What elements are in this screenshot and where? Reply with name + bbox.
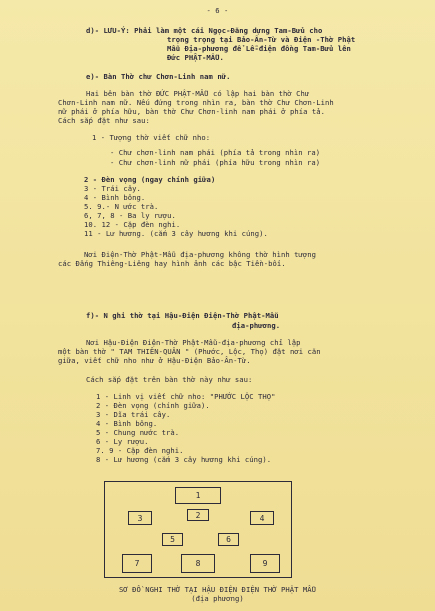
list-item: 8 - Lư hương (cắm 3 cây hương khi cúng). bbox=[96, 455, 272, 464]
list-item: 2 - Đèn vọng (ngay chính giữa) bbox=[84, 175, 216, 184]
paragraph-line: Nơi Điện-Thờ Phật-Mẫu địa-phương không thờ hình tượng bbox=[84, 250, 316, 259]
diagram-cell: 4 bbox=[250, 511, 274, 525]
diagram-cell: 6 bbox=[218, 533, 239, 546]
note-line: trọng trọng tại Bảo-Ân-Từ và Điện -Thờ Phật bbox=[167, 35, 356, 44]
paragraph-line: Cách sắp đặt như sau: bbox=[58, 116, 150, 125]
diagram-cell: 2 bbox=[187, 509, 209, 521]
section-e-heading: e)- Bàn Thờ chư Chơn-Linh nam nữ. bbox=[86, 72, 231, 81]
diagram-cell: 5 bbox=[162, 533, 183, 546]
list-item: 3 - Trái cây. bbox=[84, 184, 141, 193]
list-item: 4 - Bình bông. bbox=[96, 419, 158, 428]
list-item: 1 - Tượng thờ viết chữ nho: bbox=[92, 133, 211, 142]
paragraph-line: Chơn-Linh nam nữ. Nếu đứng trong nhìn ra, bàn thờ Chư Chơn-Linh bbox=[58, 98, 334, 107]
diagram-caption-sub: (địa phương) bbox=[191, 594, 244, 603]
list-item: 1 - Linh vị viết chữ nho: "PHƯỚC LỘC THỌ" bbox=[96, 392, 276, 401]
diagram-cell: 7 bbox=[122, 554, 152, 573]
paragraph-line: các Đấng Thiêng-Liêng hay hình ảnh các bậc Tiền-bối. bbox=[58, 259, 286, 268]
diagram-cell: 3 bbox=[128, 511, 152, 525]
list-item: 5. 9.- N ước trà. bbox=[84, 202, 159, 211]
list-item: 4 - Bình bông. bbox=[84, 193, 146, 202]
list-item: 2 - Đèn vọng (chính giữa). bbox=[96, 401, 210, 410]
list-item: 3 - Dĩa trái cây. bbox=[96, 410, 171, 419]
list-item: 10. 12 - Cặp đèn nghi. bbox=[84, 220, 181, 229]
paragraph-line: Cách sắp đặt trên bàn thờ này như sau: bbox=[86, 375, 253, 384]
section-f-heading: f)- N ghi thờ tại Hậu-Điện Điện-Thờ Phật-Mẫu bbox=[86, 311, 279, 320]
list-item: 6 - Ly rượu. bbox=[96, 437, 149, 446]
list-item: - Chư chơn-linh nam phái (phía tả trong nhìn ra) bbox=[110, 148, 321, 157]
list-item: - Chư chơn-linh nữ phái (phía hữu trong nhìn ra) bbox=[110, 158, 321, 167]
diagram-cell: 1 bbox=[175, 487, 221, 504]
list-item: 7. 9 - Cặp đèn nghi. bbox=[96, 446, 184, 455]
section-f-heading-cont: địa-phương. bbox=[232, 321, 281, 330]
paragraph-line: Nơi Hậu-Điện Điện-Thờ Phật-Mẫu-địa-phương chỉ lập bbox=[86, 338, 301, 347]
note-heading: d)- LƯU-Ý: Phải làm một cái Ngọc-Đăng dựng Tam-Bửu cho bbox=[86, 26, 323, 35]
page-number: - 6 - bbox=[206, 6, 229, 15]
paragraph-line: một bàn thờ " TAM THIÊN-QUÂN " (Phước, Lộc, Thọ) đặt nơi căn bbox=[58, 347, 321, 356]
list-item: 6, 7, 8 - Ba ly rượu. bbox=[84, 211, 176, 220]
diagram-cell: 8 bbox=[181, 554, 215, 573]
paragraph-line: Hai bên bàn thờ ĐỨC PHẬT-MẪU có lập hai bàn thờ Chư bbox=[86, 89, 310, 98]
list-item: 11 - Lư hương. (cắm 3 cây hương khi cúng). bbox=[84, 229, 268, 238]
altar-layout-diagram bbox=[104, 481, 292, 578]
note-line: Đức PHẬT-MẪU. bbox=[167, 53, 224, 62]
diagram-caption: SƠ ĐỒ NGHI THỜ TẠI HẬU ĐIỆN ĐIỆN THỜ PHẬT MẪU bbox=[119, 585, 316, 594]
list-item: 5 - Chung nước trà. bbox=[96, 428, 180, 437]
note-line: Mẫu Địa-phương để Lễ-điện đồng Tam-Bửu lên bbox=[167, 44, 351, 53]
paragraph-line: giữa, viết chữ nho như ở Hậu-Điện Bảo-Ân-Từ. bbox=[58, 356, 251, 365]
diagram-cell: 9 bbox=[250, 554, 280, 573]
paragraph-line: nữ phái ở phía hữu, bàn thờ Chư Chơn-linh nam phái ở phía tả. bbox=[58, 107, 326, 116]
